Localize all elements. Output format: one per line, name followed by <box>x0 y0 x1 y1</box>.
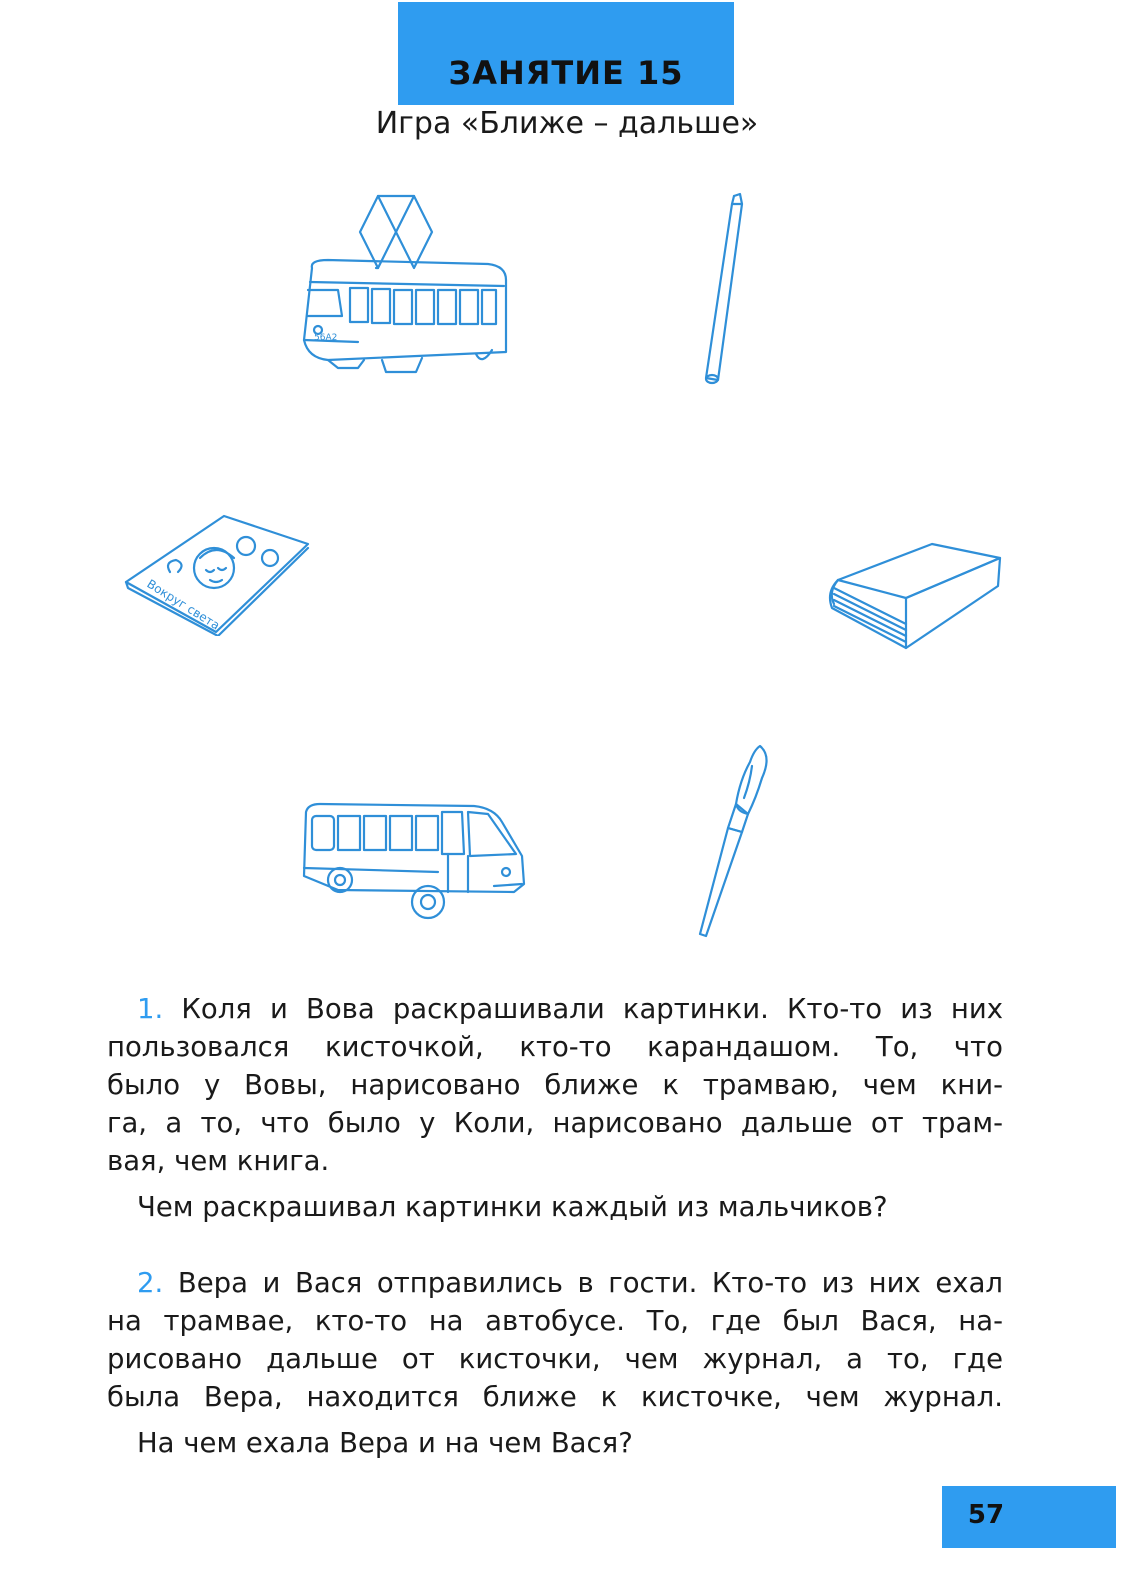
task-1-number: 1. <box>137 993 164 1025</box>
pencil-picture <box>696 190 748 390</box>
paintbrush-picture <box>692 742 772 940</box>
tram-picture <box>298 190 518 382</box>
magazine-picture <box>120 512 312 636</box>
task-2-question: На чем ехала Вера и на чем Вася? <box>137 1427 633 1459</box>
task-1-line-1: 1. Коля и Вова раскрашивали картинки. Кто-то из них <box>137 993 1003 1025</box>
page-number: 57 <box>967 1500 1005 1530</box>
task-1-line-4: га, а то, что было у Коли, нарисовано дальше от трам- <box>107 1107 1003 1139</box>
tram-number: 56A2 <box>314 333 338 343</box>
task-2-line-1: 2. Вера и Вася отправились в гости. Кто-то из них ехал <box>137 1267 1003 1299</box>
task-2-number: 2. <box>137 1267 164 1299</box>
task-1 <box>107 990 1003 1226</box>
task-1-question: Чем раскрашивал картинки каждый из мальчиков? <box>137 1191 888 1223</box>
task-1-line-5: вая, чем книга. <box>107 1145 330 1177</box>
magazine-title: Вокруг света <box>144 576 223 633</box>
game-title: Игра «Ближе – дальше» <box>375 106 759 141</box>
bus-picture <box>298 798 530 924</box>
task-2-line-4: была Вера, находится ближе к кисточке, чем журнал. <box>107 1381 1003 1413</box>
lesson-title: ЗАНЯТИЕ 15 <box>448 54 684 92</box>
task-1-line-3: было у Вовы, нарисовано ближе к трамваю, чем кни- <box>107 1069 1003 1101</box>
task-2 <box>107 1264 1003 1462</box>
task-2-line-3: рисовано дальше от кисточки, чем журнал, а то, где <box>107 1343 1003 1375</box>
book-picture <box>822 540 1006 652</box>
task-1-line-2: пользовался кисточкой, кто-то карандашом. То, что <box>107 1031 1003 1063</box>
task-2-line-2: на трамвае, кто-то на автобусе. То, где был Вася, на- <box>107 1305 1003 1337</box>
